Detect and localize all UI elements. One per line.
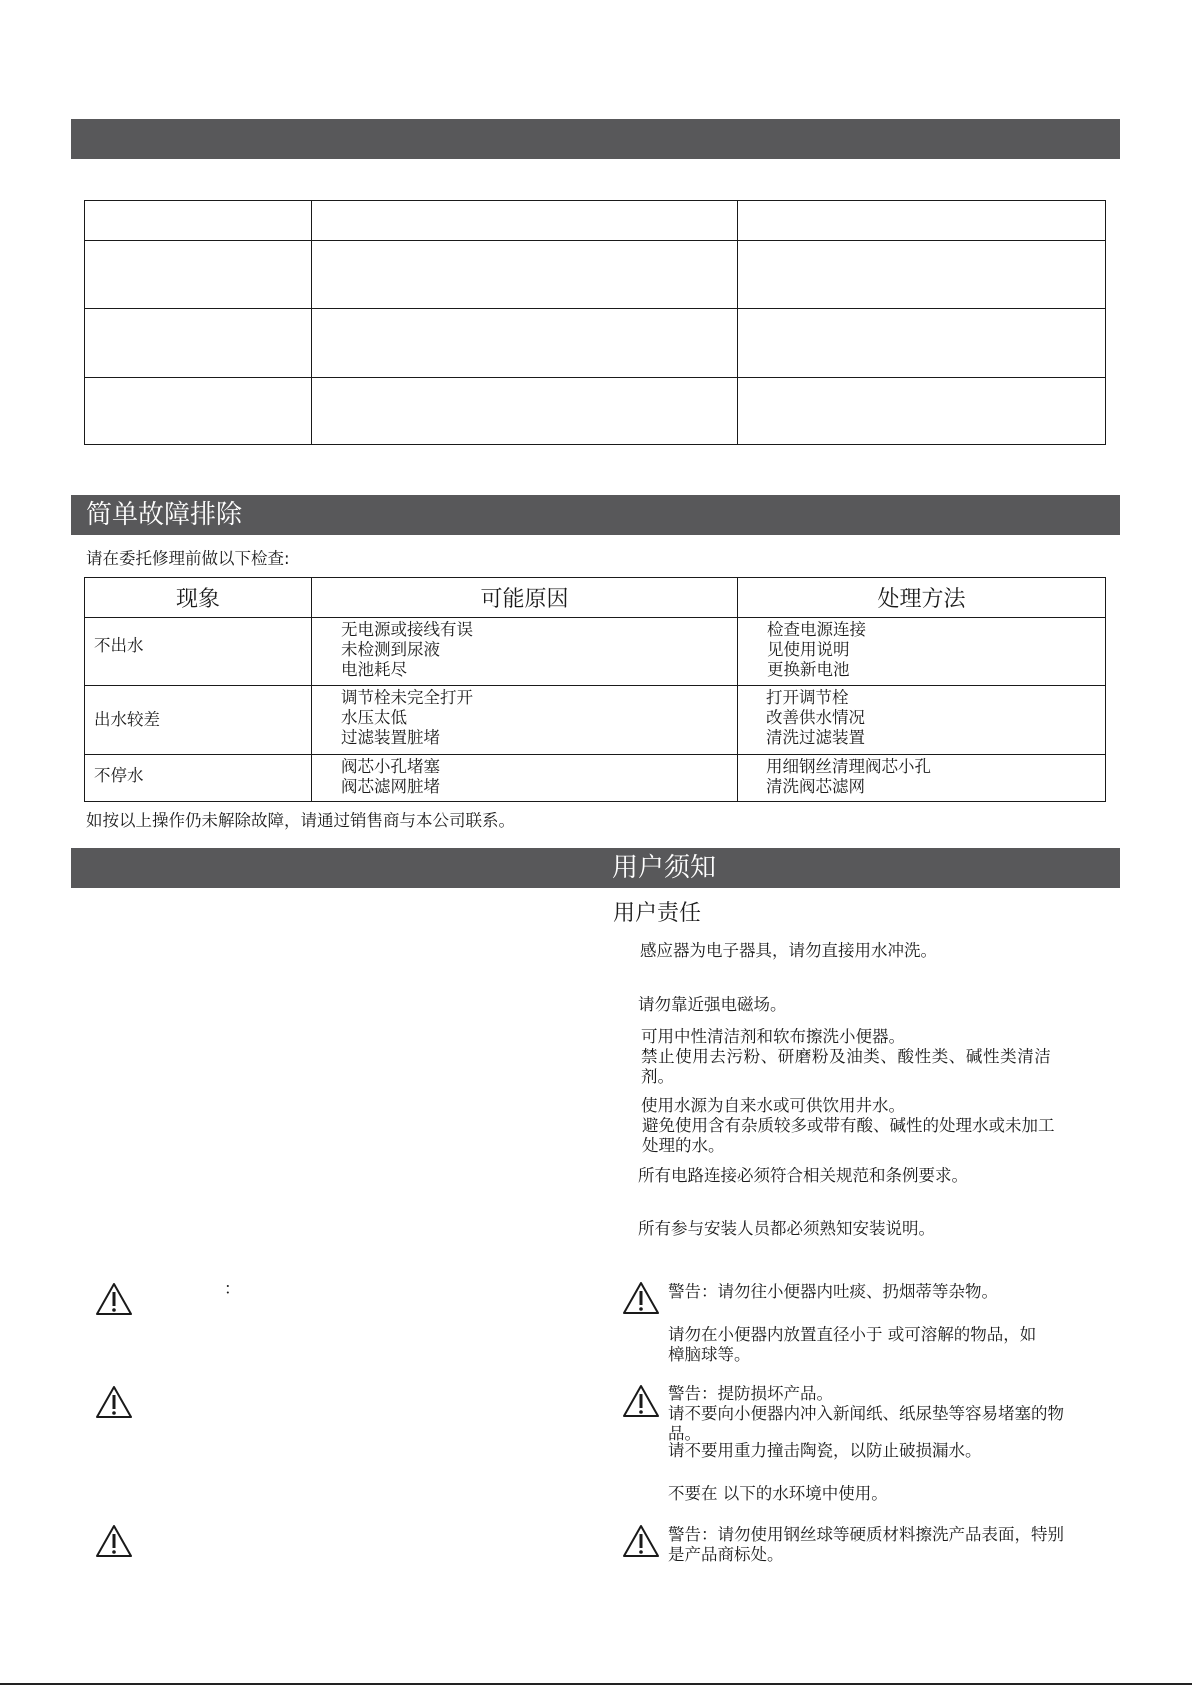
solution-line: 检查电源连接 (767, 620, 866, 639)
solution-line: 见使用说明 (767, 640, 850, 659)
cause-line: 调节栓未完全打开 (341, 688, 473, 707)
notice-title: 用户须知 (612, 853, 717, 883)
notice-item: 处理的水。 (642, 1136, 725, 1155)
cause-line: 阀芯滤网脏堵 (341, 777, 440, 796)
notice-band (71, 848, 1120, 888)
table-row (85, 618, 1106, 686)
notice-item: 避免使用含有杂质较多或带有酸、碱性的处理水或未加工 (642, 1116, 1055, 1135)
troubleshooting-table (84, 577, 1106, 802)
warning-icon (95, 1524, 133, 1558)
troubleshooting-intro: 请在委托修理前做以下检查: (86, 549, 290, 568)
notice-item: 禁止使用去污粉、研磨粉及油类、酸性类、碱性类清洁 (641, 1047, 1052, 1066)
warning-icon (622, 1281, 660, 1315)
notice-item: 使用水源为自来水或可供饮用井水。 (641, 1096, 905, 1115)
empty-cell (312, 201, 738, 241)
solution-line: 改善供水情况 (766, 708, 865, 727)
warning-icon (622, 1524, 660, 1558)
header-cause: 可能原因 (312, 578, 738, 618)
symptom-cell: 不停水 (94, 766, 144, 785)
warning-text: 警告：提防损坏产品。 (668, 1384, 833, 1403)
warning-text: 警告：请勿使用钢丝球等硬质材料擦洗产品表面，特别 (668, 1525, 1064, 1544)
empty-cell (738, 241, 1106, 309)
warning-text: 不要在 以下的水环境中使用。 (668, 1484, 888, 1503)
empty-cell (738, 201, 1106, 241)
warning-icon (95, 1385, 133, 1419)
solution-line: 更换新电池 (767, 660, 850, 679)
notice-item: 感应器为电子器具，请勿直接用水冲洗。 (640, 941, 937, 960)
empty-cell (312, 241, 738, 309)
warning-text: 是产品商标处。 (668, 1545, 784, 1564)
notice-subtitle: 用户责任 (613, 901, 702, 926)
notice-item: 可用中性清洁剂和软布擦洗小便器。 (641, 1027, 905, 1046)
warning-text: 请不要向小便器内冲入新闻纸、纸尿垫等容易堵塞的物 (668, 1404, 1064, 1423)
empty-cell (85, 241, 312, 309)
empty-cell (85, 309, 312, 378)
table-header-row (85, 578, 1106, 618)
empty-cell (312, 309, 738, 378)
warning-icon (95, 1282, 133, 1316)
cause-line: 过滤装置脏堵 (341, 728, 440, 747)
solution-line: 清洗阀芯滤网 (766, 777, 865, 796)
troubleshooting-band (71, 495, 1120, 535)
notice-item: 剂。 (641, 1067, 674, 1086)
warning-text: 请勿在小便器内放置直径小于 或可溶解的物品，如 (668, 1325, 1037, 1344)
cause-line: 无电源或接线有误 (341, 620, 473, 639)
warning-text: 品。 (668, 1424, 701, 1443)
cause-line: 电池耗尽 (341, 660, 407, 679)
warning-text: 樟脑球等。 (668, 1345, 751, 1364)
cause-line: 水压太低 (341, 708, 407, 727)
solution-line: 清洗过滤装置 (766, 728, 865, 747)
warning-icon (622, 1384, 660, 1418)
table-row (85, 755, 1106, 802)
empty-cell (85, 201, 312, 241)
solution-line: 打开调节栓 (766, 688, 849, 707)
notice-item: 所有参与安装人员都必须熟知安装说明。 (638, 1219, 935, 1238)
left-warning-colon: ： (224, 1279, 241, 1298)
empty-cell (738, 378, 1106, 445)
top-section-band (71, 119, 1120, 159)
troubleshooting-footer: 如按以上操作仍未解除故障，请通过销售商与本公司联系。 (86, 811, 515, 830)
empty-cell (312, 378, 738, 445)
troubleshooting-title: 简单故障排除 (86, 500, 243, 530)
cause-line: 未检测到尿液 (341, 640, 440, 659)
table-row (85, 686, 1106, 755)
empty-cell (85, 378, 312, 445)
warning-text: 警告：请勿往小便器内吐痰、扔烟蒂等杂物。 (668, 1282, 998, 1301)
solution-line: 用细钢丝清理阀芯小孔 (766, 757, 931, 776)
notice-item: 请勿靠近强电磁场。 (638, 995, 787, 1014)
empty-table (84, 200, 1106, 445)
header-symptom: 现象 (85, 578, 312, 618)
notice-item: 所有电路连接必须符合相关规范和条例要求。 (638, 1166, 968, 1185)
symptom-cell: 不出水 (94, 635, 144, 655)
warning-text: 请不要用重力撞击陶瓷，以防止破损漏水。 (668, 1441, 982, 1460)
cause-line: 阀芯小孔堵塞 (341, 757, 440, 776)
header-solution: 处理方法 (738, 578, 1106, 618)
empty-cell (738, 309, 1106, 378)
symptom-cell: 出水较差 (94, 710, 160, 729)
